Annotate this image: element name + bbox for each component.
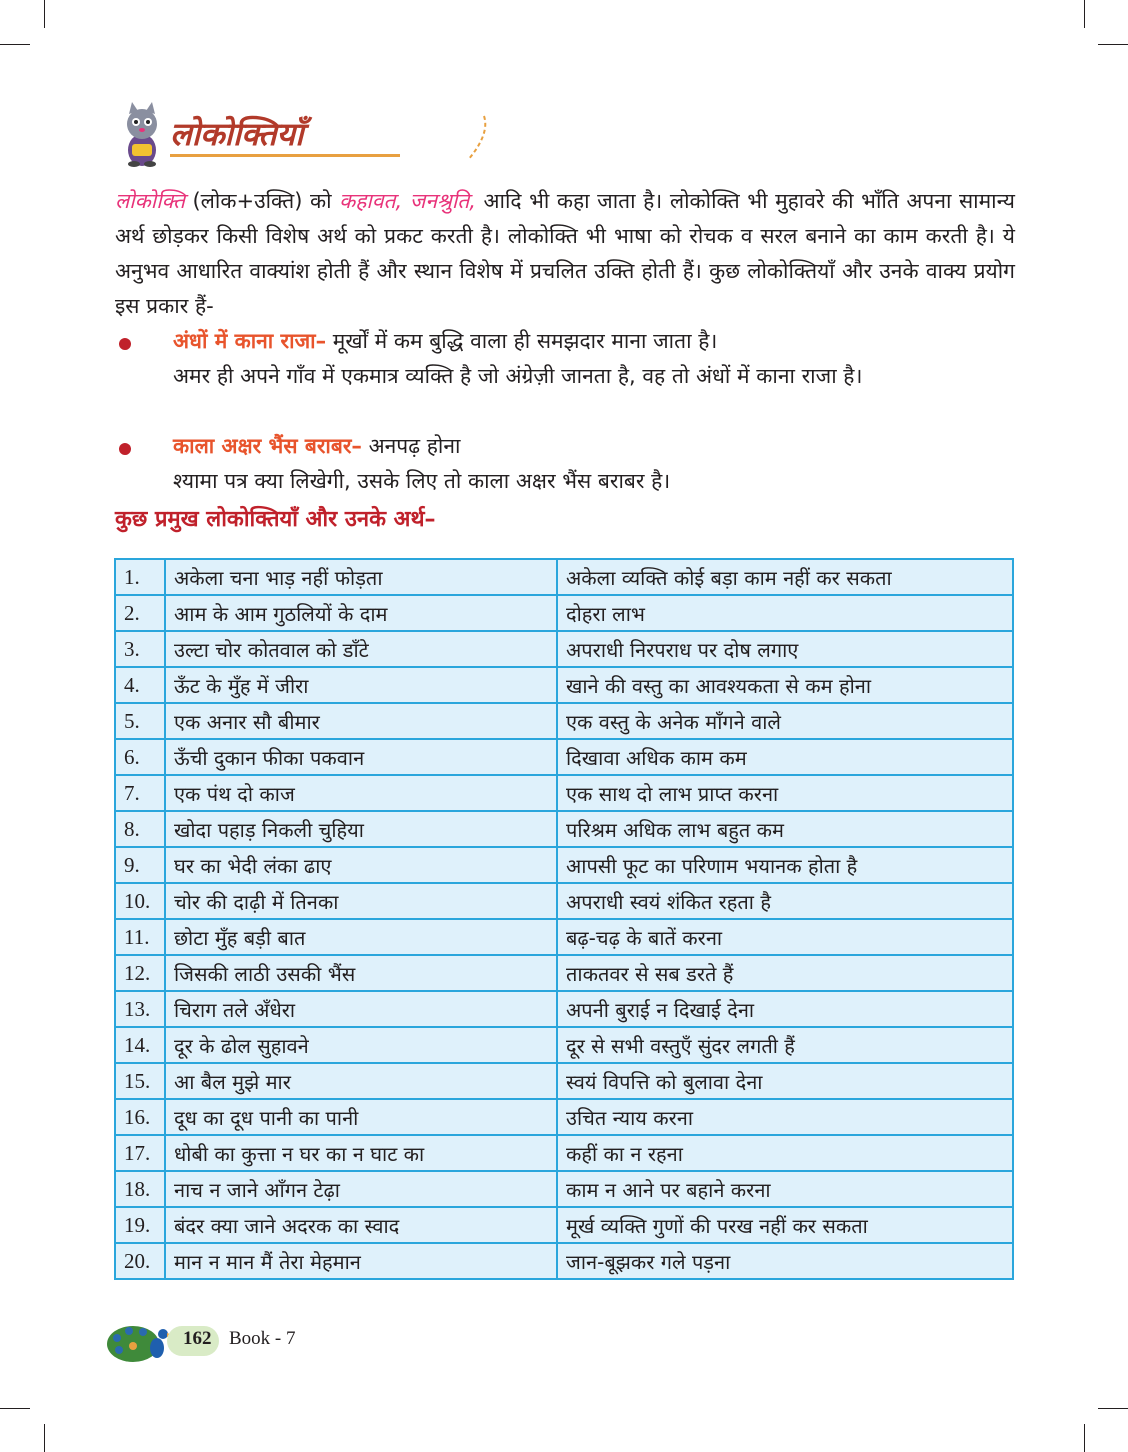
table-row [115,559,1013,595]
crop-mark [44,0,45,28]
example-item [115,324,1015,394]
meaning-cell: ताकतवर से सब डरते हैं [557,955,1013,991]
row-number: 6. [115,739,165,775]
proverb-cell: ऊँट के मुँह में जीरा [165,667,557,703]
proverb-cell: ऊँची दुकान फीका पकवान [165,739,557,775]
row-number: 16. [115,1099,165,1135]
meaning-cell: अपराधी निरपराध पर दोष लगाए [557,631,1013,667]
peacock-icon [105,1318,175,1366]
meaning-cell: अपनी बुराई न दिखाई देना [557,991,1013,1027]
proverb-cell: उल्टा चोर कोतवाल को डाँटे [165,631,557,667]
intro-text: आदि भी कहा जाता है। लोकोक्ति भी मुहावरे की भाँति अपना सामान्य अर्थ छोड़कर किसी विशेष अर्थ को प्रकट करती है। लोकोक्ति भी भाषा को रोचक व सरल बनाने का काम करती है। ये अनुभव आधारित वाक्यांश होती हैं और स्थान विशेष में प्रचलित उक्ति होती हैं। कुछ लोकोक्तियाँ और उनके वाक्य प्रयोग इस प्रकार हैं- [115,189,1015,318]
meaning-cell: जान-बूझकर गले पड़ना [557,1243,1013,1279]
bullet-icon [119,443,131,455]
row-number: 3. [115,631,165,667]
meaning-cell: परिश्रम अधिक लाभ बहुत कम [557,811,1013,847]
proverb-cell: आम के आम गुठलियों के दाम [165,595,557,631]
row-number: 14. [115,1027,165,1063]
section-heading [112,100,392,170]
table-row [115,1207,1013,1243]
row-number: 2. [115,595,165,631]
meaning-cell: मूर्ख व्यक्ति गुणों की परख नहीं कर सकता [557,1207,1013,1243]
table-row [115,667,1013,703]
row-number: 7. [115,775,165,811]
row-number: 10. [115,883,165,919]
table-row [115,1171,1013,1207]
proverb-cell: छोटा मुँह बड़ी बात [165,919,557,955]
crop-mark [0,1408,30,1409]
meaning-cell: खाने की वस्तु का आवश्यकता से कम होना [557,667,1013,703]
row-number: 17. [115,1135,165,1171]
example-meaning: अनपढ़ होना [361,434,461,458]
example-term: काला अक्षर भैंस बराबर– [173,434,362,458]
meaning-cell: कहीं का न रहना [557,1135,1013,1171]
proverb-cell: दूध का दूध पानी का पानी [165,1099,557,1135]
example-term: अंधों में काना राजा– [173,329,327,353]
meaning-cell: स्वयं विपत्ति को बुलावा देना [557,1063,1013,1099]
row-number: 12. [115,955,165,991]
page-title: लोकोक्तियाँ [170,115,304,153]
crop-mark [1098,1408,1128,1409]
table-row [115,1243,1013,1279]
title-underline [170,154,400,157]
meaning-cell: अपराधी स्वयं शंकित रहता है [557,883,1013,919]
meaning-cell: दोहरा लाभ [557,595,1013,631]
proverb-cell: दूर के ढोल सुहावने [165,1027,557,1063]
meaning-cell: एक वस्तु के अनेक माँगने वाले [557,703,1013,739]
meaning-cell: दूर से सभी वस्तुएँ सुंदर लगती हैं [557,1027,1013,1063]
row-number: 5. [115,703,165,739]
crop-mark [0,44,30,45]
table-row [115,811,1013,847]
table-row [115,1027,1013,1063]
crop-mark [1084,1424,1085,1452]
book-label: Book - 7 [229,1328,296,1349]
crop-mark [44,1424,45,1452]
cat-mascot-icon [112,100,172,168]
proverb-cell: मान न मान मैं तेरा मेहमान [165,1243,557,1279]
dashed-swoosh-icon [462,114,492,164]
table-row [115,595,1013,631]
meaning-cell: काम न आने पर बहाने करना [557,1171,1013,1207]
meaning-cell: दिखावा अधिक काम कम [557,739,1013,775]
proverb-cell: घर का भेदी लंका ढाए [165,847,557,883]
example-item [115,429,1015,499]
row-number: 18. [115,1171,165,1207]
page-number: 162 [183,1328,212,1349]
table-row [115,919,1013,955]
proverb-cell: एक पंथ दो काज [165,775,557,811]
table-row [115,883,1013,919]
row-number: 13. [115,991,165,1027]
proverbs-table [114,558,1014,1280]
example-meaning: मूर्खों में कम बुद्धि वाला ही समझदार माना जाता है। [326,329,718,353]
meaning-cell: एक साथ दो लाभ प्राप्त करना [557,775,1013,811]
meaning-cell: बढ़-चढ़ के बातें करना [557,919,1013,955]
example-sentence: श्यामा पत्र क्या लिखेगी, उसके लिए तो काला अक्षर भैंस बराबर है। [173,469,671,493]
table-row [115,631,1013,667]
meaning-cell: आपसी फूट का परिणाम भयानक होता है [557,847,1013,883]
meaning-cell: उचित न्याय करना [557,1099,1013,1135]
intro-term: कहावत, जनश्रुति, [339,189,476,213]
row-number: 4. [115,667,165,703]
intro-paragraph [115,184,1015,324]
proverb-cell: जिसकी लाठी उसकी भैंस [165,955,557,991]
row-number: 9. [115,847,165,883]
proverb-cell: बंदर क्या जाने अदरक का स्वाद [165,1207,557,1243]
proverb-cell: चिराग तले अँधेरा [165,991,557,1027]
proverb-cell: अकेला चना भाड़ नहीं फोड़ता [165,559,557,595]
meaning-cell: अकेला व्यक्ति कोई बड़ा काम नहीं कर सकता [557,559,1013,595]
row-number: 11. [115,919,165,955]
table-row [115,955,1013,991]
proverb-cell: खोदा पहाड़ निकली चुहिया [165,811,557,847]
table-row [115,991,1013,1027]
intro-text: (लोक+उक्ति) को [184,189,340,213]
intro-term: लोकोक्ति [115,189,185,213]
row-number: 20. [115,1243,165,1279]
page-footer [105,1318,345,1368]
bullet-icon [119,338,131,350]
row-number: 15. [115,1063,165,1099]
crop-mark [1098,44,1128,45]
table-row [115,739,1013,775]
row-number: 8. [115,811,165,847]
table-row [115,847,1013,883]
proverb-cell: आ बैल मुझे मार [165,1063,557,1099]
proverb-cell: एक अनार सौ बीमार [165,703,557,739]
table-row [115,1099,1013,1135]
table-row [115,1063,1013,1099]
proverb-cell: चोर की दाढ़ी में तिनका [165,883,557,919]
example-sentence: अमर ही अपने गाँव में एकमात्र व्यक्ति है जो अंग्रेज़ी जानता है, वह तो अंधों में काना राजा है। [173,364,863,388]
table-row [115,1135,1013,1171]
row-number: 19. [115,1207,165,1243]
table-row [115,703,1013,739]
crop-mark [1084,0,1085,28]
proverb-cell: धोबी का कुत्ता न घर का न घाट का [165,1135,557,1171]
row-number: 1. [115,559,165,595]
subheading: कुछ प्रमुख लोकोक्तियाँ और उनके अर्थ– [115,507,436,532]
proverb-cell: नाच न जाने आँगन टेढ़ा [165,1171,557,1207]
table-row [115,775,1013,811]
